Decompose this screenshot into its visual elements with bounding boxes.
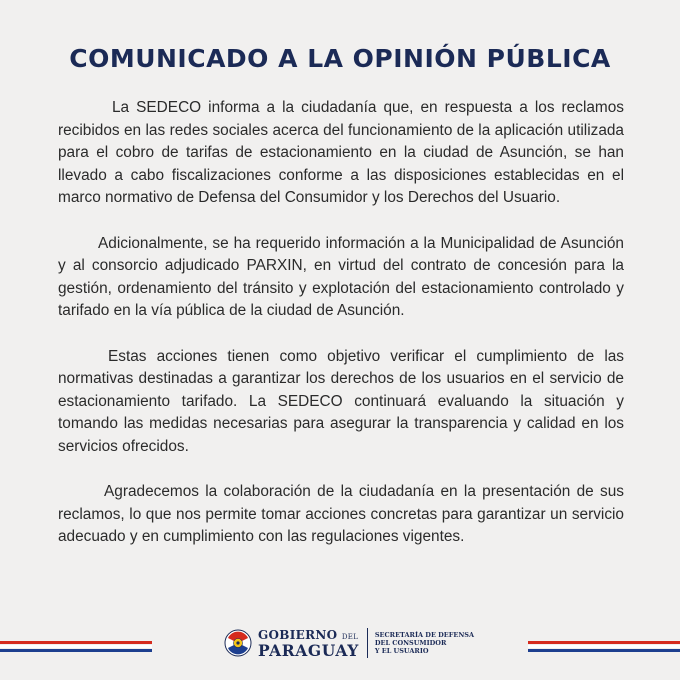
- communique-body: [58, 97, 624, 571]
- logo-divider: [367, 628, 368, 658]
- paragraph-3: Estas acciones tienen como objetivo verificar el cumplimiento de las normativas destinadas a garantizar los derechos de los usuarios en el servicio de estacionamiento tarifado. La SEDECO continuará evaluando la situación y tomando las medidas necesarias para asegurar la transparencia y calidad en los servicios ofrecidos.: [58, 347, 624, 455]
- page-title: COMUNICADO A LA OPINIÓN PÚBLICA: [69, 44, 611, 73]
- agency-line-3: Y EL USUARIO: [374, 647, 429, 655]
- gov-line1: GOBIERNO: [258, 628, 338, 642]
- gobierno-wordmark: [258, 628, 359, 658]
- agency-line-1: SECRETARÍA DE DEFENSA: [374, 631, 475, 639]
- agency-name: [375, 631, 474, 655]
- gov-del: DEL: [341, 633, 359, 641]
- agency-line-2: DEL CONSUMIDOR: [374, 639, 447, 647]
- flag-stripes-left: [0, 641, 152, 652]
- paragraph-2: Adicionalmente, se ha requerido información a la Municipalidad de Asunción y al consorcio adjudicado PARXIN, en virtud del contrato de concesión para la gestión, ordenamiento del tránsito y explotación del estacionamiento controlado y tarifado en la vía pública de la ciudad de Asunción.: [58, 234, 624, 320]
- paragraph-4: Agradecemos la colaboración de la ciudadanía en la presentación de sus reclamos, lo que nos permite tomar acciones concretas para garantizar un servicio adecuado y en cumplimiento con las regulaciones vigentes.: [58, 483, 624, 546]
- flag-stripes-right: [528, 641, 680, 652]
- paragraph-1: La SEDECO informa a la ciudadanía que, en respuesta a los reclamos recibidos en las redes sociales acerca del funcionamiento de la aplicación utilizada para el cobro de tarifas de estacionamiento en la ciudad de Asunción, se han llevado a cabo fiscalizaciones conforme a las disposiciones establecidas en el marco normativo de Defensa del Consumidor y los Derechos del Usuario.: [58, 99, 624, 207]
- gov-line2: PARAGUAY: [258, 641, 359, 660]
- government-logo: [224, 622, 474, 664]
- paraguay-seal-icon: [224, 629, 252, 657]
